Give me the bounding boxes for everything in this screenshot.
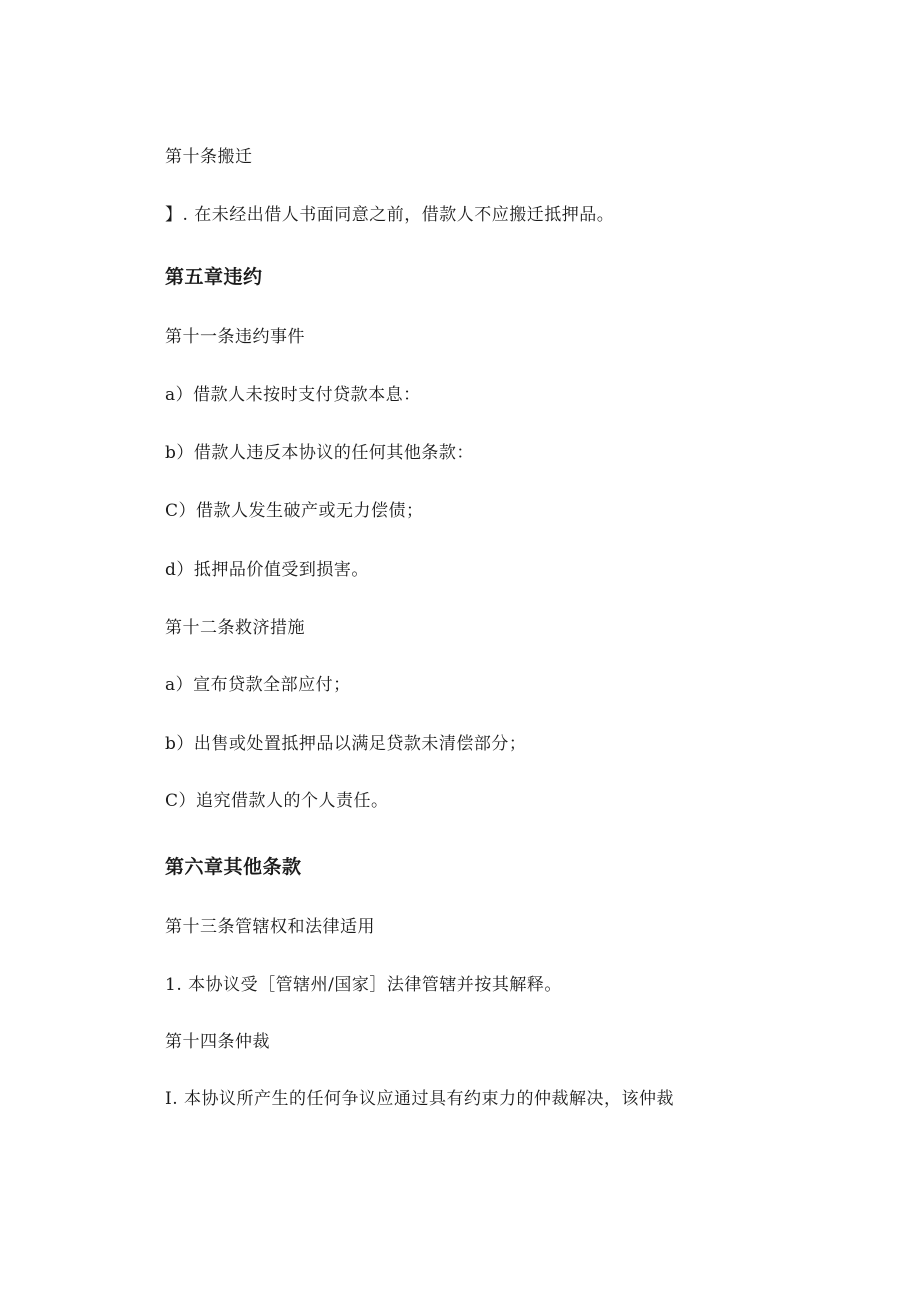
article-12-item-c: C）追究借款人的个人责任。 xyxy=(165,791,389,811)
article-14-clause-1: I. 本协议所产生的任何争议应通过具有约束力的仲裁解决，该仲裁 xyxy=(165,1089,675,1109)
article-11-item-d: d）抵押品价值受到损害。 xyxy=(165,560,369,580)
article-11-item-a: a）借款人未按时支付贷款本息： xyxy=(165,385,421,405)
article-11-item-c: C）借款人发生破产或无力偿债； xyxy=(165,501,424,521)
article-12-title: 第十二条救济措施 xyxy=(165,618,305,638)
article-12-item-a: a）宣布贷款全部应付； xyxy=(165,675,351,695)
article-10-clause-1: 】. 在未经出借人书面同意之前，借款人不应搬迁抵押品。 xyxy=(165,205,615,225)
article-14-title: 第十四条仲裁 xyxy=(165,1032,270,1052)
article-12-item-b: b）出售或处置抵押品以满足贷款未清偿部分； xyxy=(165,734,527,754)
chapter-5-heading: 第五章违约 xyxy=(165,266,263,288)
article-11-item-b: b）借款人违反本协议的任何其他条款： xyxy=(165,443,474,463)
article-11-title: 第十一条违约事件 xyxy=(165,327,305,347)
article-13-title: 第十三条管辖权和法律适用 xyxy=(165,917,375,937)
chapter-6-heading: 第六章其他条款 xyxy=(165,856,302,878)
article-10-title: 第十条搬迁 xyxy=(165,147,253,167)
article-13-clause-1: 1. 本协议受［管辖州/国家］法律管辖并按其解释。 xyxy=(165,975,562,995)
